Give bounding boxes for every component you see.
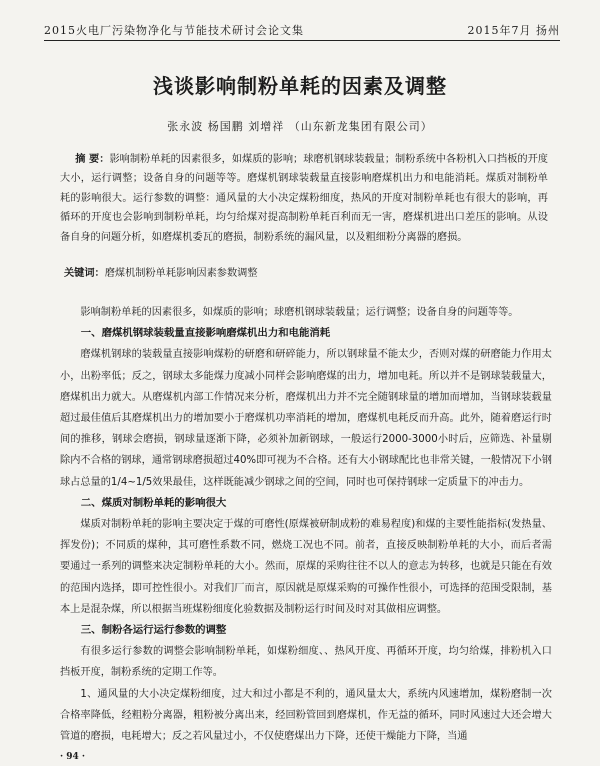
paper-authors: 张永波 杨国鹏 刘增祥 （山东新龙集团有限公司） <box>167 120 433 133</box>
running-header <box>44 22 560 38</box>
abstract-text: 影响制粉单耗的因素很多，如煤质的影响；球磨机钢球装载量；制粉系统中各粉机入口挡板的开度大小，运行调整；设备自身的问题等等。磨煤机钢球装载量直接影响磨煤机出力和电能消耗。煤质对制粉单耗的影响很大。运行参数的调整：通风量的大小决定煤粉细度，热风的开度对制粉单耗也有很大的影响，再循环的开度也会影响到制粉单耗，均匀给煤对提高制粉单耗百利而无一害，磨煤机进出口差压的影响。从设备自身的问题分析，如磨煤机委瓦的磨损，制粉系统的漏风量，以及粗细粉分离器的磨损。 <box>60 154 548 243</box>
page-number: · 94 · <box>60 752 86 762</box>
section-3-heading: 三、制粉各运行运行参数的调整 <box>80 624 227 637</box>
section-2-paragraph: 煤质对制粉单耗的影响主要决定于煤的可磨性(原煤被研制成粉的难易程度)和煤的主要性能指标(发热量、挥发份)；不同质的煤种，其可磨性系数不同，燃烧工况也不同。前者，直接反映制粉单耗的大小，而后者需要通过一系列的调整来决定制粉单耗的大小。然而，原煤的采购往往不以人的意志为转移，也就是只能在有效的范围内选择，即可控性很小。对我们厂而言，原因就是原煤采购的可操作性很小，可选择的范围受限制，基本上是混杂煤，所以根据当班煤粉细度化验数据及制粉运行时间及时对其做相应调整。 <box>60 519 552 615</box>
section-3-paragraph: 有很多运行参数的调整会影响制粉单耗，如煤粉细度、、热风开度、再循环开度，均匀给煤，排粉机入口挡板开度，制粉系统的定期工作等。 <box>60 646 552 679</box>
header-rule <box>44 40 560 41</box>
intro-paragraph: 影响制粉单耗的因素很多，如煤质的影响；球磨机钢球装载量；运行调整；设备自身的问题等等。 <box>80 307 519 318</box>
paper-title: 浅谈影响制粉单耗的因素及调整 <box>153 74 447 98</box>
header-proceedings-title: 2015火电厂污染物净化与节能技术研讨会论文集 <box>44 24 304 37</box>
abstract <box>60 150 548 247</box>
keywords-text: 磨煤机制粉单耗影响因素参数调整 <box>104 268 258 279</box>
continuation-paragraph: 1、通风量的大小决定煤粉细度，过大和过小都是不利的，通风量太大，系统内风速增加，煤粉磨制一次合格率降低，经粗粉分离器，粗粉被分离出来，经回粉管回到磨煤机，作无益的循环，同时风速过大还会增大管道的磨损，电耗增大；反之若风量过小，不仅使磨煤出力下降，还使干燥能力下降，当通 <box>60 688 552 743</box>
section-1-heading: 一、磨煤机钢球装载量直接影响磨煤机出力和电能消耗 <box>80 327 331 340</box>
keywords-label: 关键词： <box>64 267 105 279</box>
abstract-label: 摘 要： <box>75 153 110 165</box>
section-2-heading: 二、煤质对制粉单耗的影响很大 <box>80 496 227 509</box>
section-1-paragraph: 磨煤机钢球的装载量直接影响煤粉的研磨和研碎能力，所以钢球量不能太少，否则对煤的研磨能力作用太小，出粉率低；反之，钢球太多能煤力度减小同样会影响磨煤的出力，增加电耗。所以并不是钢球装载量大，磨煤机出力就大。从磨煤机内部工作情况来分析，磨煤机出力并不完全随钢球量的增加而增加，当钢球装载量超过最佳值后其磨煤机出力的增加要小于磨煤机功率消耗的增加，磨煤机电耗反而升高。此外，随着磨运行时间的推移，钢球会磨损，钢球量逐渐下降，必须补加新钢球，一般运行2000-3000小时后，应筛选、补量剔除内不合格的钢球，通常钢球磨损超过40%即可视为不合格。还有大小钢球配比也非常关键，一般情况下小钢球占总量的1/4~1/5效果最佳，这样既能减少钢球之间的空间，同时也可保持钢球一定质量下的冲击力。 <box>60 349 552 488</box>
keywords <box>64 264 548 283</box>
header-date-location: 2015年7月 扬州 <box>467 24 560 37</box>
body-text <box>60 302 552 747</box>
